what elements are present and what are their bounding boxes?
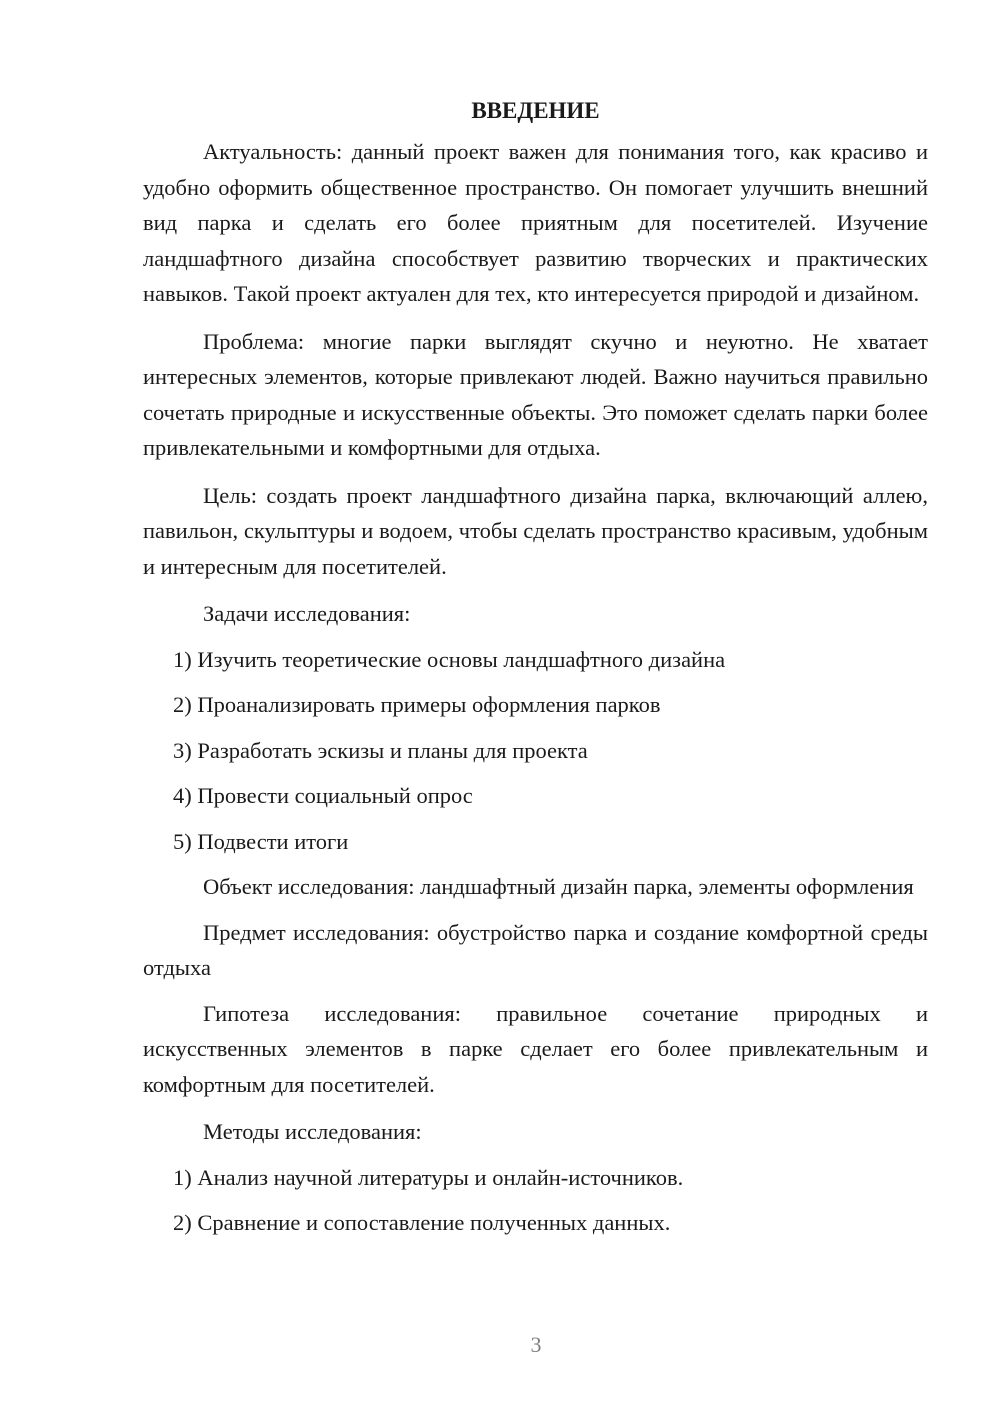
list-item: 4) Провести социальный опрос xyxy=(173,783,473,808)
list-item: 3) Разработать эскизы и планы для проекта xyxy=(173,737,588,763)
subject-paragraph: Предмет исследования: обустройство парка и создание комфортной среды отдыха xyxy=(143,919,928,980)
list-item: 1) Изучить теоретические основы ландшафтного дизайна xyxy=(173,646,726,672)
methods-list xyxy=(143,1160,928,1241)
problem-paragraph: Проблема: многие парки выглядят скучно и неуютно. Не хватает интересных элементов, которые привлекают людей. Важно научиться правильно сочетать природные и искусственные объекты. Это поможет сделать парки более привлекательными и комфортными для отдыха. xyxy=(143,328,928,460)
relevance-paragraph: Актуальность: данный проект важен для понимания того, как красиво и удобно оформить общественное пространство. Он помогает улучшить внешний вид парка и сделать его более приятным для посетителей. Изучение ландшафтного дизайна способствует развитию творческих и практических навыков. Такой проект актуален для тех, кто интересуется природой и дизайном. xyxy=(143,139,928,306)
hypothesis-paragraph: Гипотеза исследования: правильное сочетание природных и искусственных элементов в парке сделает его более привлекательным и комфортным для посетителей. xyxy=(143,1000,928,1097)
methods-heading: Методы исследования: xyxy=(203,1119,422,1144)
list-item: 2) Сравнение и сопоставление полученных данных. xyxy=(173,1210,671,1235)
list-item: 1) Анализ научной литературы и онлайн-источников. xyxy=(173,1164,684,1190)
list-item: 2) Проанализировать примеры оформления парков xyxy=(173,692,661,717)
document-page xyxy=(143,94,928,1241)
goal-paragraph: Цель: создать проект ландшафтного дизайна парка, включающий аллею, павильон, скульптуры и водоем, чтобы сделать пространство красивым, удобным и интересным для посетителей. xyxy=(143,482,928,579)
page-title: ВВЕДЕНИЕ xyxy=(471,98,600,123)
tasks-heading: Задачи исследования: xyxy=(203,601,411,626)
object-paragraph: Объект исследования: ландшафтный дизайн парка, элементы оформления xyxy=(203,874,914,899)
page-number: 3 xyxy=(530,1332,542,1357)
list-item: 5) Подвести итоги xyxy=(173,828,349,854)
tasks-list xyxy=(143,642,928,860)
